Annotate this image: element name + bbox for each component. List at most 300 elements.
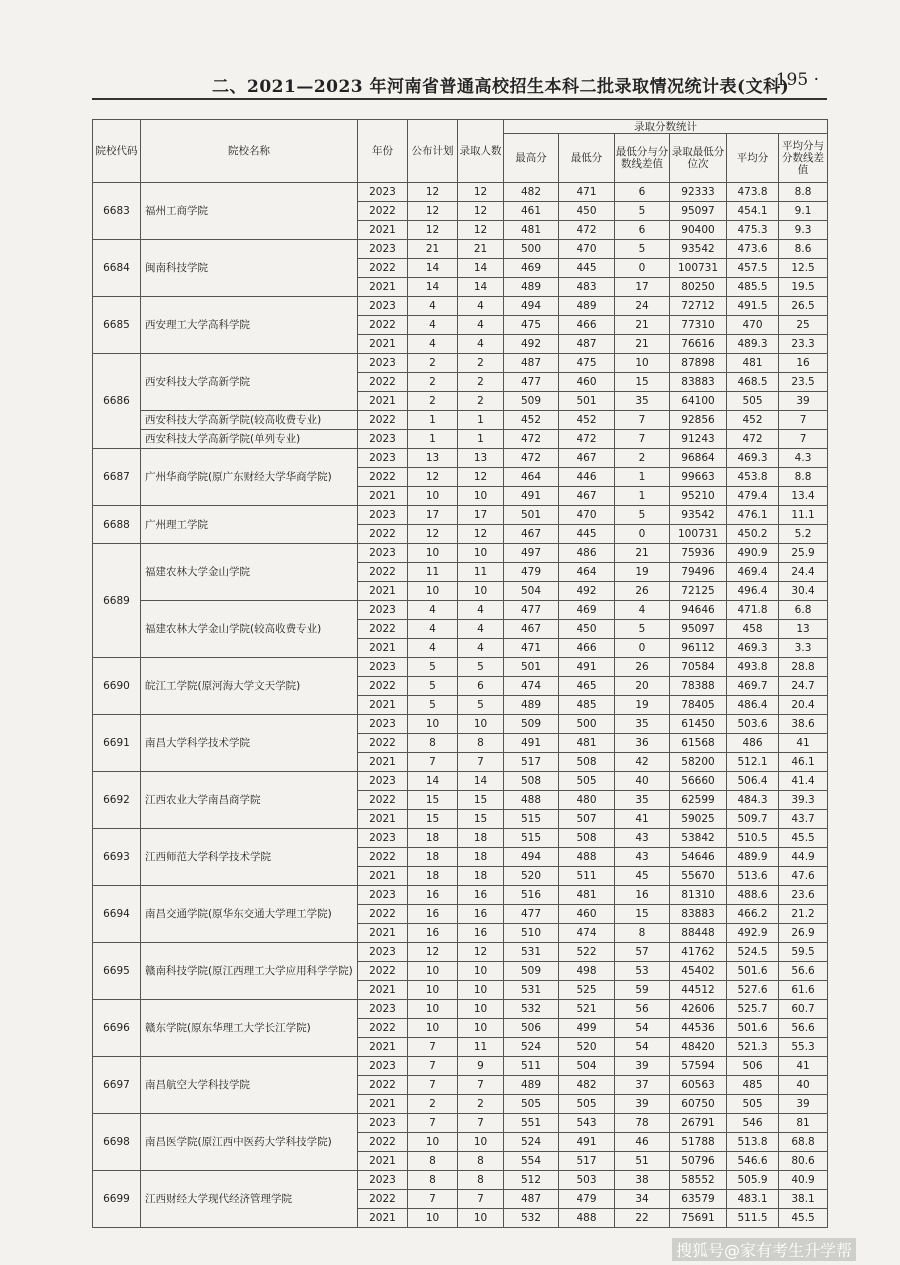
year-cell: 2022 bbox=[358, 962, 408, 981]
year-cell: 2021 bbox=[358, 867, 408, 886]
school-code-cell: 6690 bbox=[93, 658, 141, 715]
avg-score-cell: 496.4 bbox=[727, 582, 779, 601]
page-header bbox=[92, 70, 827, 96]
min-diff-cell: 19 bbox=[615, 696, 670, 715]
admitted-cell: 15 bbox=[458, 791, 504, 810]
avg-diff-cell: 56.6 bbox=[779, 962, 828, 981]
min-diff-cell: 22 bbox=[615, 1209, 670, 1228]
admitted-cell: 10 bbox=[458, 981, 504, 1000]
min-rank-cell: 61568 bbox=[670, 734, 727, 753]
plan-cell: 10 bbox=[408, 981, 458, 1000]
min-score-cell: 472 bbox=[559, 221, 615, 240]
min-diff-cell: 35 bbox=[615, 392, 670, 411]
avg-diff-cell: 41 bbox=[779, 734, 828, 753]
max-score-cell: 477 bbox=[504, 601, 559, 620]
min-rank-cell: 53842 bbox=[670, 829, 727, 848]
admitted-cell: 10 bbox=[458, 1133, 504, 1152]
avg-diff-cell: 13.4 bbox=[779, 487, 828, 506]
max-score-cell: 520 bbox=[504, 867, 559, 886]
avg-diff-cell: 16 bbox=[779, 354, 828, 373]
avg-diff-cell: 9.3 bbox=[779, 221, 828, 240]
plan-cell: 12 bbox=[408, 525, 458, 544]
header-rule bbox=[92, 98, 827, 100]
admitted-cell: 10 bbox=[458, 1000, 504, 1019]
year-cell: 2022 bbox=[358, 1076, 408, 1095]
admitted-cell: 14 bbox=[458, 259, 504, 278]
year-cell: 2022 bbox=[358, 468, 408, 487]
avg-score-cell: 546 bbox=[727, 1114, 779, 1133]
avg-diff-cell: 8.8 bbox=[779, 183, 828, 202]
plan-cell: 18 bbox=[408, 829, 458, 848]
table-row bbox=[93, 544, 828, 563]
year-cell: 2023 bbox=[358, 1000, 408, 1019]
min-diff-cell: 6 bbox=[615, 221, 670, 240]
plan-cell: 2 bbox=[408, 373, 458, 392]
avg-score-cell: 493.8 bbox=[727, 658, 779, 677]
min-score-cell: 479 bbox=[559, 1190, 615, 1209]
year-cell: 2023 bbox=[358, 354, 408, 373]
min-rank-cell: 95097 bbox=[670, 620, 727, 639]
max-score-cell: 491 bbox=[504, 734, 559, 753]
school-code-cell: 6685 bbox=[93, 297, 141, 354]
admitted-cell: 21 bbox=[458, 240, 504, 259]
year-cell: 2022 bbox=[358, 1133, 408, 1152]
table-row bbox=[93, 411, 828, 430]
max-score-cell: 509 bbox=[504, 962, 559, 981]
max-score-cell: 464 bbox=[504, 468, 559, 487]
avg-diff-cell: 68.8 bbox=[779, 1133, 828, 1152]
min-rank-cell: 100731 bbox=[670, 259, 727, 278]
min-rank-cell: 60563 bbox=[670, 1076, 727, 1095]
avg-diff-cell: 61.6 bbox=[779, 981, 828, 1000]
min-score-cell: 491 bbox=[559, 1133, 615, 1152]
plan-cell: 10 bbox=[408, 1133, 458, 1152]
min-score-cell: 543 bbox=[559, 1114, 615, 1133]
plan-cell: 4 bbox=[408, 297, 458, 316]
table-body bbox=[93, 183, 828, 1228]
year-cell: 2023 bbox=[358, 772, 408, 791]
min-diff-cell: 16 bbox=[615, 886, 670, 905]
admitted-cell: 1 bbox=[458, 411, 504, 430]
year-cell: 2022 bbox=[358, 1190, 408, 1209]
admitted-cell: 10 bbox=[458, 582, 504, 601]
plan-cell: 10 bbox=[408, 1000, 458, 1019]
min-rank-cell: 56660 bbox=[670, 772, 727, 791]
max-score-cell: 524 bbox=[504, 1133, 559, 1152]
avg-diff-cell: 8.6 bbox=[779, 240, 828, 259]
avg-diff-cell: 11.1 bbox=[779, 506, 828, 525]
admitted-cell: 11 bbox=[458, 1038, 504, 1057]
admitted-cell: 12 bbox=[458, 221, 504, 240]
avg-diff-cell: 5.2 bbox=[779, 525, 828, 544]
plan-cell: 2 bbox=[408, 354, 458, 373]
min-diff-cell: 1 bbox=[615, 487, 670, 506]
plan-cell: 7 bbox=[408, 753, 458, 772]
plan-cell: 4 bbox=[408, 639, 458, 658]
avg-score-cell: 501.6 bbox=[727, 1019, 779, 1038]
avg-diff-cell: 39 bbox=[779, 1095, 828, 1114]
max-score-cell: 505 bbox=[504, 1095, 559, 1114]
year-cell: 2021 bbox=[358, 582, 408, 601]
table-row bbox=[93, 1057, 828, 1076]
admitted-cell: 11 bbox=[458, 563, 504, 582]
avg-diff-cell: 6.8 bbox=[779, 601, 828, 620]
min-rank-cell: 62599 bbox=[670, 791, 727, 810]
year-cell: 2022 bbox=[358, 202, 408, 221]
year-cell: 2023 bbox=[358, 449, 408, 468]
max-score-cell: 489 bbox=[504, 1076, 559, 1095]
plan-cell: 12 bbox=[408, 202, 458, 221]
min-score-cell: 483 bbox=[559, 278, 615, 297]
plan-cell: 12 bbox=[408, 221, 458, 240]
min-rank-cell: 95210 bbox=[670, 487, 727, 506]
plan-cell: 10 bbox=[408, 582, 458, 601]
plan-cell: 1 bbox=[408, 411, 458, 430]
year-cell: 2023 bbox=[358, 430, 408, 449]
min-diff-cell: 21 bbox=[615, 316, 670, 335]
min-diff-cell: 59 bbox=[615, 981, 670, 1000]
avg-score-cell: 513.8 bbox=[727, 1133, 779, 1152]
school-code-cell: 6689 bbox=[93, 544, 141, 658]
min-rank-cell: 78388 bbox=[670, 677, 727, 696]
table-row bbox=[93, 772, 828, 791]
avg-diff-cell: 26.9 bbox=[779, 924, 828, 943]
avg-score-cell: 524.5 bbox=[727, 943, 779, 962]
min-diff-cell: 45 bbox=[615, 867, 670, 886]
max-score-cell: 515 bbox=[504, 829, 559, 848]
min-diff-cell: 5 bbox=[615, 506, 670, 525]
max-score-cell: 509 bbox=[504, 715, 559, 734]
school-code-cell: 6694 bbox=[93, 886, 141, 943]
avg-diff-cell: 8.8 bbox=[779, 468, 828, 487]
avg-score-cell: 485 bbox=[727, 1076, 779, 1095]
col-header-avg-diff: 平均分与分数线差值 bbox=[779, 134, 828, 183]
plan-cell: 7 bbox=[408, 1057, 458, 1076]
table-row bbox=[93, 354, 828, 373]
min-diff-cell: 0 bbox=[615, 639, 670, 658]
plan-cell: 12 bbox=[408, 183, 458, 202]
avg-score-cell: 521.3 bbox=[727, 1038, 779, 1057]
col-header-avg: 平均分 bbox=[727, 134, 779, 183]
avg-score-cell: 492.9 bbox=[727, 924, 779, 943]
year-cell: 2021 bbox=[358, 639, 408, 658]
admitted-cell: 10 bbox=[458, 1209, 504, 1228]
min-score-cell: 520 bbox=[559, 1038, 615, 1057]
avg-score-cell: 469.4 bbox=[727, 563, 779, 582]
min-score-cell: 464 bbox=[559, 563, 615, 582]
min-diff-cell: 15 bbox=[615, 905, 670, 924]
min-score-cell: 521 bbox=[559, 1000, 615, 1019]
col-header-name: 院校名称 bbox=[141, 120, 358, 183]
max-score-cell: 532 bbox=[504, 1000, 559, 1019]
avg-diff-cell: 40 bbox=[779, 1076, 828, 1095]
admitted-cell: 10 bbox=[458, 544, 504, 563]
admitted-cell: 18 bbox=[458, 848, 504, 867]
min-rank-cell: 96864 bbox=[670, 449, 727, 468]
avg-score-cell: 511.5 bbox=[727, 1209, 779, 1228]
year-cell: 2023 bbox=[358, 886, 408, 905]
min-rank-cell: 72712 bbox=[670, 297, 727, 316]
year-cell: 2022 bbox=[358, 525, 408, 544]
col-header-plan: 公布计划 bbox=[408, 120, 458, 183]
min-diff-cell: 20 bbox=[615, 677, 670, 696]
avg-diff-cell: 7 bbox=[779, 411, 828, 430]
min-score-cell: 460 bbox=[559, 905, 615, 924]
min-rank-cell: 61450 bbox=[670, 715, 727, 734]
avg-score-cell: 469.3 bbox=[727, 449, 779, 468]
min-rank-cell: 80250 bbox=[670, 278, 727, 297]
min-diff-cell: 15 bbox=[615, 373, 670, 392]
col-header-score-group: 录取分数统计 bbox=[504, 120, 828, 134]
min-rank-cell: 57594 bbox=[670, 1057, 727, 1076]
school-name-cell: 江西农业大学南昌商学院 bbox=[141, 772, 358, 829]
min-diff-cell: 41 bbox=[615, 810, 670, 829]
min-score-cell: 489 bbox=[559, 297, 615, 316]
plan-cell: 8 bbox=[408, 734, 458, 753]
table-row bbox=[93, 829, 828, 848]
col-header-max: 最高分 bbox=[504, 134, 559, 183]
admitted-cell: 4 bbox=[458, 297, 504, 316]
min-rank-cell: 92333 bbox=[670, 183, 727, 202]
school-name-cell: 皖江工学院(原河海大学文天学院) bbox=[141, 658, 358, 715]
avg-score-cell: 481 bbox=[727, 354, 779, 373]
school-code-cell: 6693 bbox=[93, 829, 141, 886]
avg-score-cell: 484.3 bbox=[727, 791, 779, 810]
max-score-cell: 479 bbox=[504, 563, 559, 582]
avg-diff-cell: 39.3 bbox=[779, 791, 828, 810]
plan-cell: 4 bbox=[408, 316, 458, 335]
min-diff-cell: 43 bbox=[615, 848, 670, 867]
min-rank-cell: 44512 bbox=[670, 981, 727, 1000]
table-row bbox=[93, 449, 828, 468]
min-diff-cell: 26 bbox=[615, 658, 670, 677]
min-rank-cell: 55670 bbox=[670, 867, 727, 886]
min-diff-cell: 46 bbox=[615, 1133, 670, 1152]
table-row bbox=[93, 601, 828, 620]
admitted-cell: 18 bbox=[458, 867, 504, 886]
min-diff-cell: 5 bbox=[615, 202, 670, 221]
min-rank-cell: 100731 bbox=[670, 525, 727, 544]
min-score-cell: 470 bbox=[559, 506, 615, 525]
table-row bbox=[93, 715, 828, 734]
min-diff-cell: 21 bbox=[615, 335, 670, 354]
school-name-cell: 广州理工学院 bbox=[141, 506, 358, 544]
max-score-cell: 512 bbox=[504, 1171, 559, 1190]
avg-score-cell: 491.5 bbox=[727, 297, 779, 316]
school-code-cell: 6691 bbox=[93, 715, 141, 772]
min-score-cell: 466 bbox=[559, 316, 615, 335]
avg-score-cell: 512.1 bbox=[727, 753, 779, 772]
plan-cell: 16 bbox=[408, 924, 458, 943]
avg-score-cell: 486 bbox=[727, 734, 779, 753]
year-cell: 2023 bbox=[358, 829, 408, 848]
year-cell: 2021 bbox=[358, 392, 408, 411]
plan-cell: 8 bbox=[408, 1171, 458, 1190]
min-score-cell: 452 bbox=[559, 411, 615, 430]
year-cell: 2023 bbox=[358, 943, 408, 962]
year-cell: 2021 bbox=[358, 278, 408, 297]
col-header-min-rank: 录取最低分位次 bbox=[670, 134, 727, 183]
min-diff-cell: 5 bbox=[615, 240, 670, 259]
year-cell: 2021 bbox=[358, 1152, 408, 1171]
plan-cell: 10 bbox=[408, 487, 458, 506]
min-diff-cell: 53 bbox=[615, 962, 670, 981]
max-score-cell: 511 bbox=[504, 1057, 559, 1076]
plan-cell: 11 bbox=[408, 563, 458, 582]
min-diff-cell: 54 bbox=[615, 1038, 670, 1057]
min-diff-cell: 7 bbox=[615, 411, 670, 430]
year-cell: 2023 bbox=[358, 601, 408, 620]
avg-diff-cell: 30.4 bbox=[779, 582, 828, 601]
plan-cell: 10 bbox=[408, 715, 458, 734]
admitted-cell: 15 bbox=[458, 810, 504, 829]
min-score-cell: 507 bbox=[559, 810, 615, 829]
plan-cell: 12 bbox=[408, 943, 458, 962]
school-name-cell: 福建农林大学金山学院 bbox=[141, 544, 358, 601]
max-score-cell: 506 bbox=[504, 1019, 559, 1038]
min-rank-cell: 42606 bbox=[670, 1000, 727, 1019]
min-rank-cell: 96112 bbox=[670, 639, 727, 658]
watermark: 搜狐号@家有考生升学帮 bbox=[672, 1238, 856, 1261]
col-header-year: 年份 bbox=[358, 120, 408, 183]
admitted-cell: 8 bbox=[458, 734, 504, 753]
min-rank-cell: 95097 bbox=[670, 202, 727, 221]
year-cell: 2022 bbox=[358, 563, 408, 582]
table-row bbox=[93, 240, 828, 259]
school-name-cell: 西安科技大学高新学院 bbox=[141, 354, 358, 411]
year-cell: 2022 bbox=[358, 677, 408, 696]
avg-diff-cell: 25.9 bbox=[779, 544, 828, 563]
max-score-cell: 492 bbox=[504, 335, 559, 354]
avg-score-cell: 473.8 bbox=[727, 183, 779, 202]
min-diff-cell: 2 bbox=[615, 449, 670, 468]
school-code-cell: 6684 bbox=[93, 240, 141, 297]
plan-cell: 21 bbox=[408, 240, 458, 259]
admission-table bbox=[92, 119, 828, 1228]
avg-score-cell: 454.1 bbox=[727, 202, 779, 221]
max-score-cell: 467 bbox=[504, 525, 559, 544]
plan-cell: 4 bbox=[408, 620, 458, 639]
admitted-cell: 18 bbox=[458, 829, 504, 848]
year-cell: 2023 bbox=[358, 1057, 408, 1076]
page-title: 二、2021—2023 年河南省普通高校招生本科二批录取情况统计表(文科) bbox=[212, 77, 790, 97]
min-rank-cell: 92856 bbox=[670, 411, 727, 430]
admitted-cell: 4 bbox=[458, 316, 504, 335]
year-cell: 2022 bbox=[358, 316, 408, 335]
max-score-cell: 510 bbox=[504, 924, 559, 943]
min-rank-cell: 58552 bbox=[670, 1171, 727, 1190]
plan-cell: 16 bbox=[408, 905, 458, 924]
col-header-min: 最低分 bbox=[559, 134, 615, 183]
min-score-cell: 488 bbox=[559, 848, 615, 867]
avg-score-cell: 505 bbox=[727, 1095, 779, 1114]
admitted-cell: 10 bbox=[458, 1019, 504, 1038]
school-name-cell: 西安科技大学高新学院(较高收费专业) bbox=[141, 411, 358, 430]
school-name-cell: 江西师范大学科学技术学院 bbox=[141, 829, 358, 886]
min-score-cell: 486 bbox=[559, 544, 615, 563]
col-header-admitted: 录取人数 bbox=[458, 120, 504, 183]
max-score-cell: 491 bbox=[504, 487, 559, 506]
max-score-cell: 471 bbox=[504, 639, 559, 658]
max-score-cell: 551 bbox=[504, 1114, 559, 1133]
max-score-cell: 477 bbox=[504, 905, 559, 924]
school-name-cell: 南昌大学科学技术学院 bbox=[141, 715, 358, 772]
year-cell: 2021 bbox=[358, 1209, 408, 1228]
min-score-cell: 522 bbox=[559, 943, 615, 962]
avg-score-cell: 466.2 bbox=[727, 905, 779, 924]
min-diff-cell: 37 bbox=[615, 1076, 670, 1095]
year-cell: 2022 bbox=[358, 1019, 408, 1038]
min-rank-cell: 75936 bbox=[670, 544, 727, 563]
year-cell: 2023 bbox=[358, 183, 408, 202]
avg-score-cell: 546.6 bbox=[727, 1152, 779, 1171]
school-name-cell: 赣南科技学院(原江西理工大学应用科学学院) bbox=[141, 943, 358, 1000]
min-score-cell: 474 bbox=[559, 924, 615, 943]
plan-cell: 18 bbox=[408, 867, 458, 886]
min-diff-cell: 43 bbox=[615, 829, 670, 848]
avg-diff-cell: 21.2 bbox=[779, 905, 828, 924]
max-score-cell: 452 bbox=[504, 411, 559, 430]
min-diff-cell: 54 bbox=[615, 1019, 670, 1038]
min-diff-cell: 34 bbox=[615, 1190, 670, 1209]
year-cell: 2023 bbox=[358, 1114, 408, 1133]
avg-diff-cell: 23.6 bbox=[779, 886, 828, 905]
min-score-cell: 505 bbox=[559, 1095, 615, 1114]
min-rank-cell: 99663 bbox=[670, 468, 727, 487]
avg-score-cell: 527.6 bbox=[727, 981, 779, 1000]
min-score-cell: 505 bbox=[559, 772, 615, 791]
admitted-cell: 10 bbox=[458, 487, 504, 506]
plan-cell: 14 bbox=[408, 278, 458, 297]
min-rank-cell: 60750 bbox=[670, 1095, 727, 1114]
min-diff-cell: 42 bbox=[615, 753, 670, 772]
avg-diff-cell: 47.6 bbox=[779, 867, 828, 886]
avg-score-cell: 506 bbox=[727, 1057, 779, 1076]
avg-score-cell: 490.9 bbox=[727, 544, 779, 563]
avg-score-cell: 470 bbox=[727, 316, 779, 335]
admitted-cell: 2 bbox=[458, 373, 504, 392]
min-rank-cell: 93542 bbox=[670, 240, 727, 259]
min-score-cell: 481 bbox=[559, 886, 615, 905]
table-row bbox=[93, 1114, 828, 1133]
avg-diff-cell: 40.9 bbox=[779, 1171, 828, 1190]
min-diff-cell: 19 bbox=[615, 563, 670, 582]
min-score-cell: 491 bbox=[559, 658, 615, 677]
admitted-cell: 8 bbox=[458, 1171, 504, 1190]
min-score-cell: 482 bbox=[559, 1076, 615, 1095]
year-cell: 2023 bbox=[358, 240, 408, 259]
avg-score-cell: 486.4 bbox=[727, 696, 779, 715]
col-header-min-diff: 最低分与分数线差值 bbox=[615, 134, 670, 183]
min-score-cell: 504 bbox=[559, 1057, 615, 1076]
avg-score-cell: 501.6 bbox=[727, 962, 779, 981]
max-score-cell: 554 bbox=[504, 1152, 559, 1171]
avg-diff-cell: 20.4 bbox=[779, 696, 828, 715]
plan-cell: 2 bbox=[408, 392, 458, 411]
year-cell: 2023 bbox=[358, 506, 408, 525]
plan-cell: 8 bbox=[408, 1152, 458, 1171]
max-score-cell: 494 bbox=[504, 297, 559, 316]
admitted-cell: 16 bbox=[458, 905, 504, 924]
admitted-cell: 12 bbox=[458, 468, 504, 487]
max-score-cell: 469 bbox=[504, 259, 559, 278]
min-diff-cell: 39 bbox=[615, 1095, 670, 1114]
min-rank-cell: 83883 bbox=[670, 373, 727, 392]
admitted-cell: 16 bbox=[458, 924, 504, 943]
min-diff-cell: 78 bbox=[615, 1114, 670, 1133]
avg-score-cell: 506.4 bbox=[727, 772, 779, 791]
avg-diff-cell: 41 bbox=[779, 1057, 828, 1076]
